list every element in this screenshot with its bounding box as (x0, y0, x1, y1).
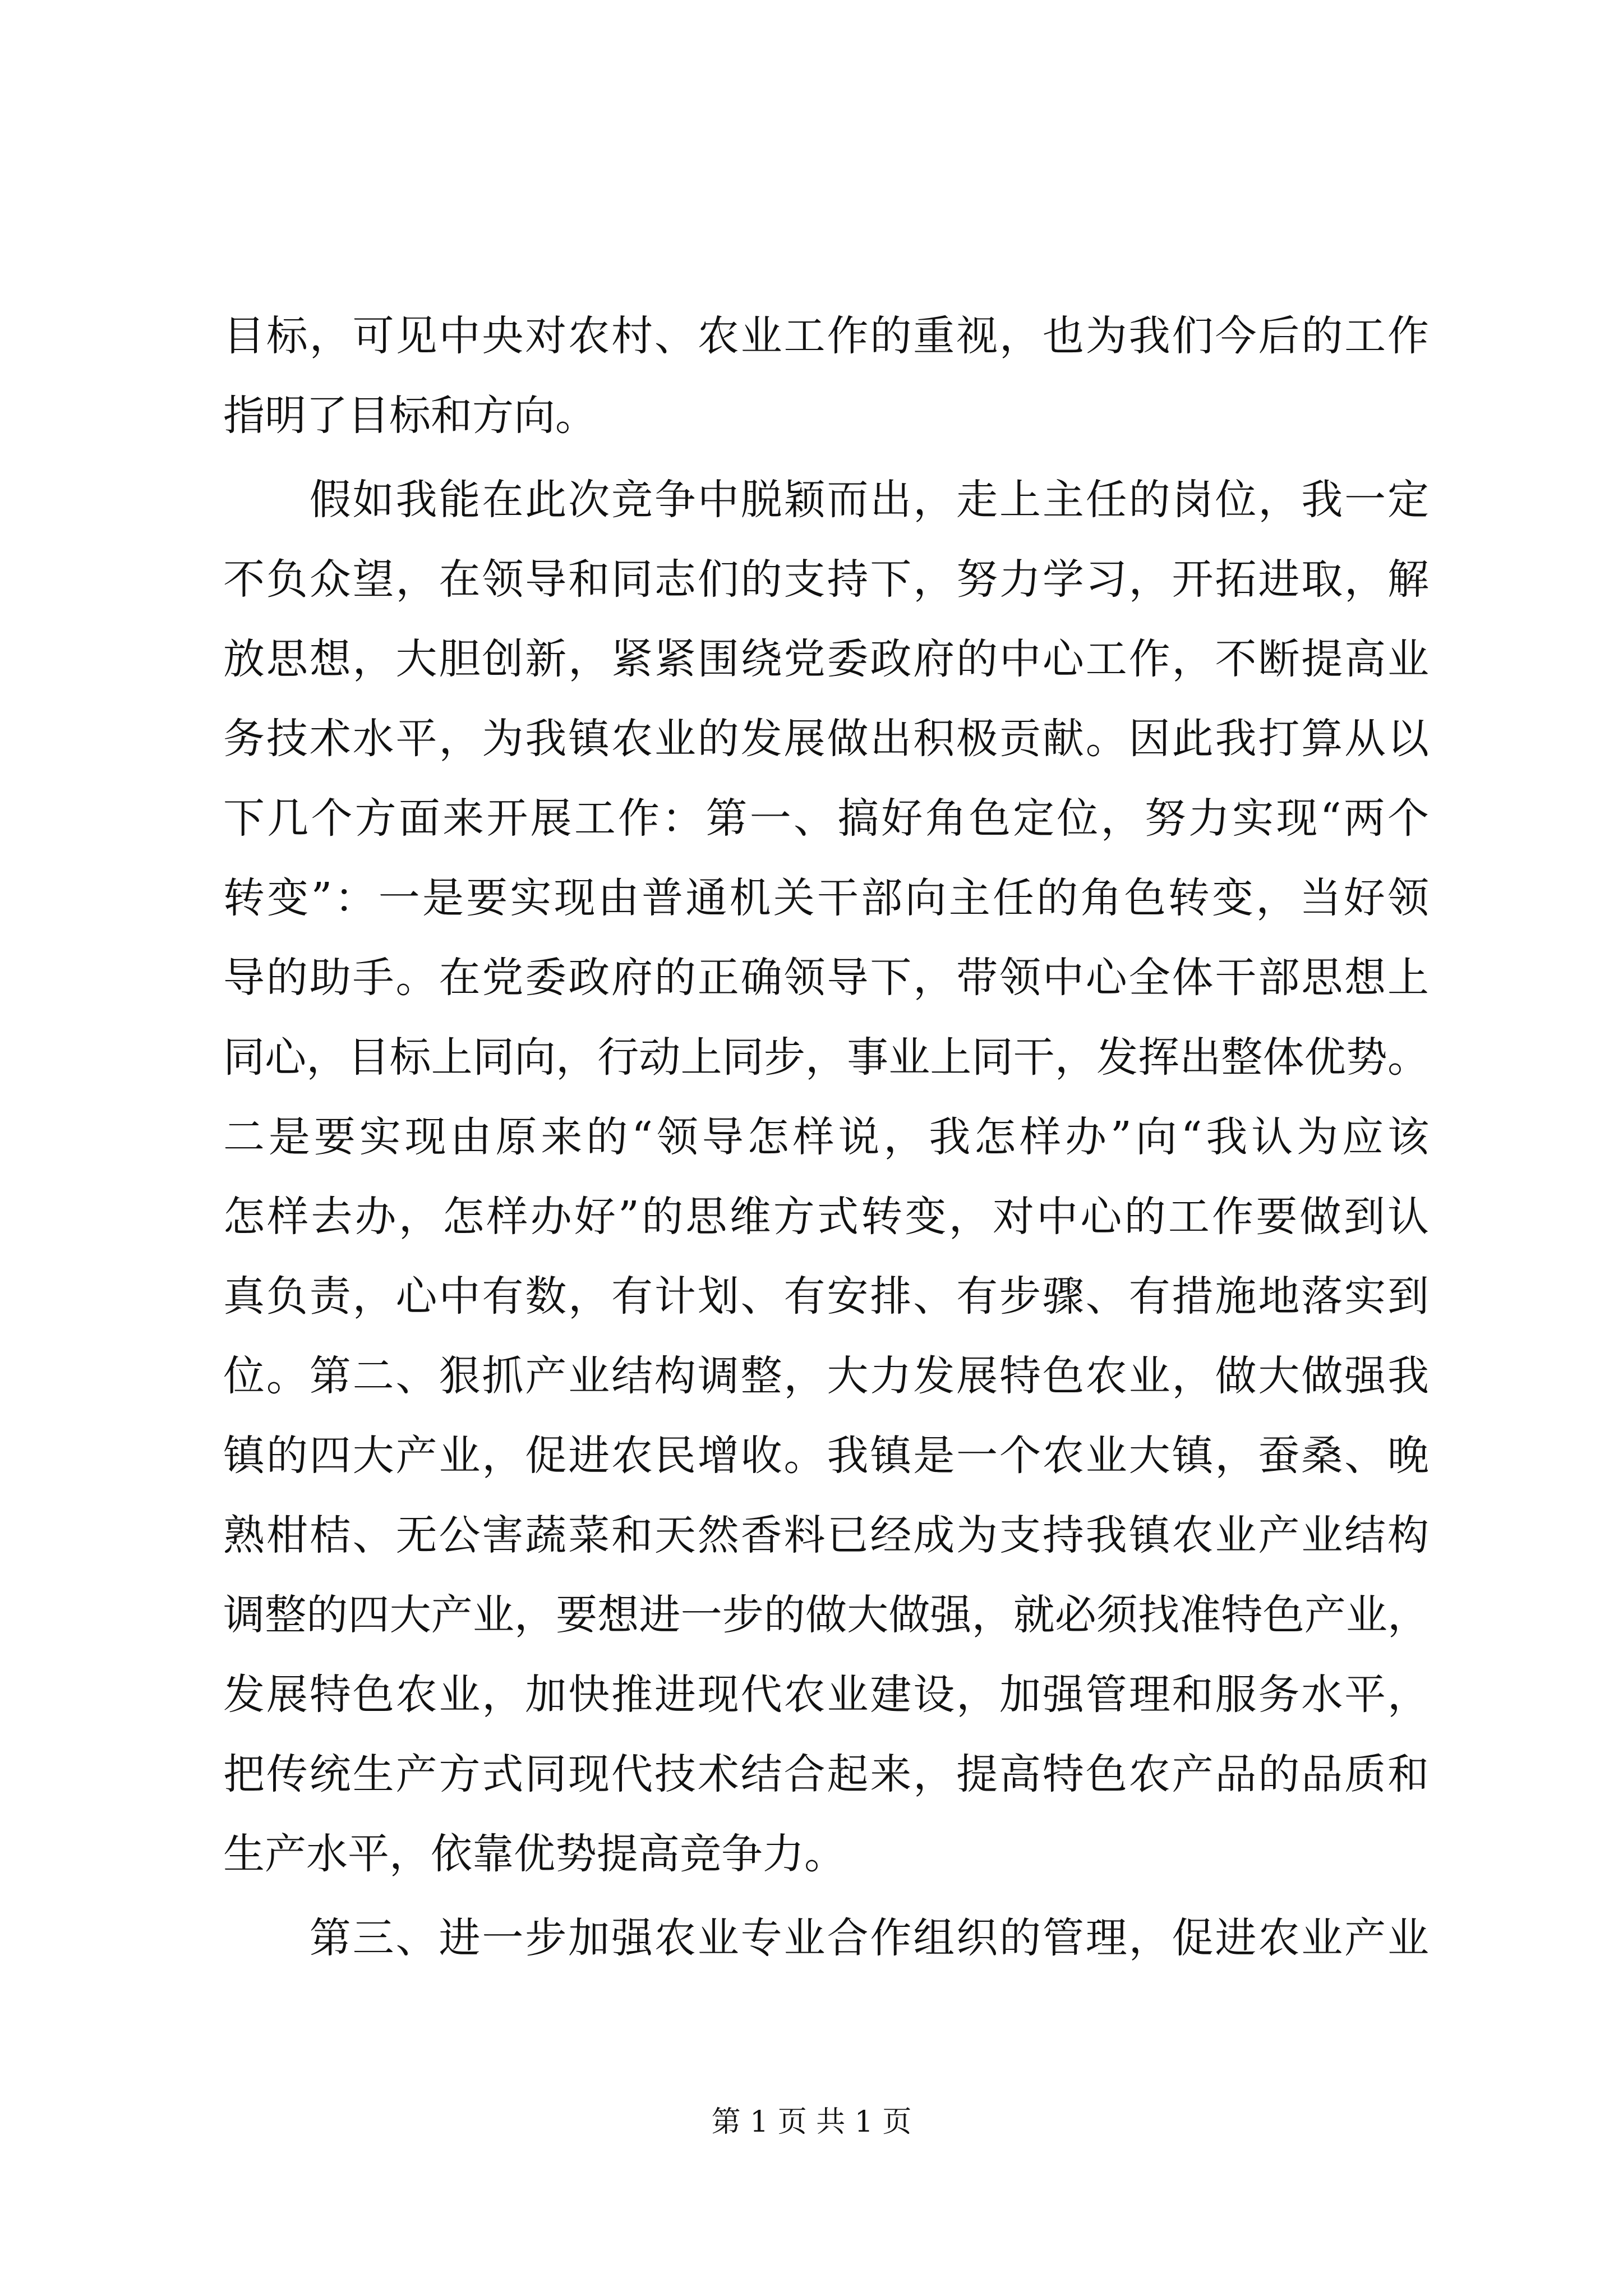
page-footer: 第 1 页 共 1 页 (711, 2105, 912, 2139)
paragraph (223, 296, 1429, 455)
text-line: 转变”：一是要实现由普通机关干部向主任的角色转变，当好领 (223, 874, 1429, 922)
text-line: 导的助手。在党委政府的正确领导下，带领中心全体干部思想上 (223, 954, 1429, 1002)
text-line: 二是要实现由原来的“领导怎样说，我怎样办”向“我认为应该 (223, 1113, 1429, 1161)
text-line: 下几个方面来开展工作：第一、搞好角色定位，努力实现“两个 (223, 794, 1429, 843)
text-line: 第三、进一步加强农业专业合作组织的管理，促进农业产业 (223, 1914, 1429, 1962)
text-line: 同心，目标上同向，行动上同步，事业上同干，发挥出整体优势。 (223, 1033, 1429, 1082)
text-line: 不负众望，在领导和同志们的支持下，努力学习，开拓进取，解 (223, 555, 1429, 604)
paragraph (223, 460, 1429, 1894)
text-line: 假如我能在此次竞争中脱颖而出，走上主任的岗位，我一定 (223, 476, 1429, 524)
text-line: 镇的四大产业，促进农民增收。我镇是一个农业大镇，蚕桑、晚 (223, 1432, 1429, 1480)
paragraph (223, 1898, 1429, 1978)
text-line: 指明了目标和方向。 (223, 392, 597, 440)
paragraph-gap (223, 1894, 1429, 1898)
text-line: 发展特色农业，加快推进现代农业建设，加强管理和服务水平， (223, 1671, 1429, 1719)
text-line: 放思想，大胆创新，紧紧围绕党委政府的中心工作，不断提高业 (223, 635, 1429, 683)
text-line: 务技术水平，为我镇农业的发展做出积极贡献。因此我打算从以 (223, 715, 1429, 763)
text-line: 怎样去办，怎样办好”的思维方式转变，对中心的工作要做到认 (223, 1193, 1429, 1241)
document-body (223, 296, 1429, 1978)
text-line: 生产水平，依靠优势提高竞争力。 (223, 1830, 846, 1878)
text-line: 真负责，心中有数，有计划、有安排、有步骤、有措施地落实到 (223, 1272, 1429, 1320)
text-line: 调整的四大产业，要想进一步的做大做强，就必须找准特色产业， (223, 1591, 1429, 1639)
text-line: 熟柑桔、无公害蔬菜和天然香料已经成为支持我镇农业产业结构 (223, 1511, 1429, 1559)
text-line: 位。第二、狠抓产业结构调整，大力发展特色农业，做大做强我 (223, 1352, 1429, 1400)
text-line: 把传统生产方式同现代技术结合起来，提高特色农产品的品质和 (223, 1750, 1429, 1798)
paragraph-gap (223, 455, 1429, 460)
text-line: 目标，可见中央对农村、农业工作的重视，也为我们今后的工作 (223, 312, 1429, 360)
